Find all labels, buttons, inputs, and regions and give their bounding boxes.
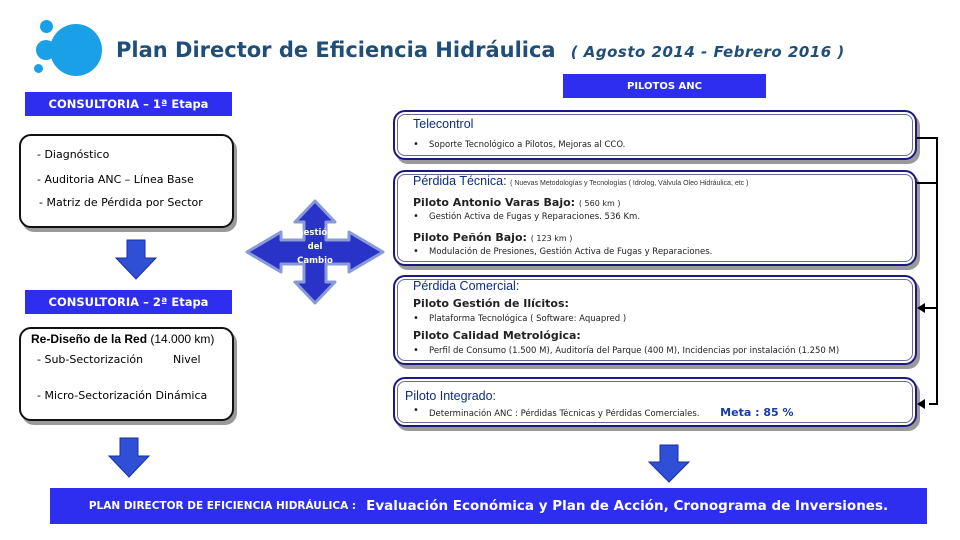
telecontrol-bullet: • Soporte Tecnológico a Pilotos, Mejoras al CCO. xyxy=(429,140,625,150)
logo-dot-large xyxy=(50,24,102,76)
pilot-gestion-ilicitos: Piloto Gestión de Ilícitos: xyxy=(413,297,569,310)
stage1-item-diagnostico: - Diagnóstico xyxy=(37,148,110,161)
arrow-down-right xyxy=(648,445,690,483)
pilot-antonio-varas xyxy=(413,196,620,209)
hub-label-line3: Cambio xyxy=(297,256,333,266)
pilot-calidad-metrologica: Piloto Calidad Metrológica: xyxy=(413,329,581,342)
stage2-box xyxy=(19,327,234,421)
stage2-heading-text: Re-Diseño de la Red xyxy=(31,332,148,346)
stage1-item-matriz: - Matriz de Pérdida por Sector xyxy=(39,196,203,209)
stage2-heading xyxy=(31,332,214,346)
hub-label xyxy=(285,226,345,268)
stage1-box xyxy=(19,134,234,228)
pilot-antonio-varas-km: ( 560 km ) xyxy=(578,199,621,208)
banner-text: Evaluación Económica y Plan de Acción, Cronograma de Inversiones. xyxy=(366,498,889,514)
pilot-penon-bajo-km: ( 123 km ) xyxy=(530,234,573,243)
pilot-gestion-ilicitos-bullet: • Plataforma Tecnológica ( Software: Aquapred ) xyxy=(429,314,626,324)
telecontrol-box xyxy=(393,110,917,160)
title-main: Plan Director de Eficiencia Hidráulica xyxy=(116,38,556,62)
perdida-comercial-title: Pérdida Comercial: xyxy=(413,279,520,293)
perdida-tecnica-note: ( Nuevas Metodologías y Tecnologías ( Idrolog, Válvula Oleo Hidráulica, etc ) xyxy=(510,180,749,187)
perdida-tecnica-box xyxy=(393,170,917,266)
logo-dot-tiny xyxy=(34,64,43,73)
piloto-integrado-bullet-text: Determinación ANC : Pérdidas Técnicas y Pérdidas Comerciales. xyxy=(429,409,700,419)
pilot-penon-bajo-bullet: • Modulación de Presiones, Gestión Activa de Fugas y Reparaciones. xyxy=(429,247,712,257)
perdida-comercial-box xyxy=(393,275,917,365)
stage1-header: CONSULTORIA – 1ª Etapa xyxy=(25,92,232,116)
stage2-heading-note: (14.000 km) xyxy=(150,332,215,346)
bottom-banner xyxy=(50,488,927,524)
piloto-integrado-bullet xyxy=(429,406,793,419)
stage1-item-auditoria: - Auditoria ANC – Línea Base xyxy=(37,173,194,186)
telecontrol-title: Telecontrol xyxy=(413,117,474,131)
stage2-header: CONSULTORIA – 2ª Etapa xyxy=(25,290,232,314)
pilotos-header: PILOTOS ANC xyxy=(563,74,766,98)
hub-label-line1: Gestión xyxy=(296,228,334,238)
hub-label-line2: del xyxy=(307,242,323,252)
pilot-penon-bajo-label: Piloto Peñón Bajo: xyxy=(413,231,527,244)
pilot-calidad-metrologica-bullet: • Perfil de Consumo (1.500 M), Auditoría del Parque (400 M), Incidencias por instalación (1.250 M) xyxy=(429,346,839,356)
arrow-down-stage xyxy=(115,240,157,280)
stage2-item-sub: - Sub-Sectorización xyxy=(37,353,144,366)
piloto-integrado-box xyxy=(393,377,917,427)
perdida-tecnica-title-text: Pérdida Técnica: xyxy=(413,174,507,188)
stage2-item-nivel: Nivel xyxy=(173,353,201,366)
pilot-antonio-varas-bullet: • Gestión Activa de Fugas y Reparaciones. 536 Km. xyxy=(429,212,640,222)
page-title xyxy=(116,38,845,62)
piloto-integrado-meta: Meta : 85 % xyxy=(720,406,794,419)
right-connector xyxy=(915,120,945,410)
arrow-down-left xyxy=(108,438,150,478)
title-period: ( Agosto 2014 - Febrero 2016 ) xyxy=(570,43,845,61)
pilot-antonio-varas-label: Piloto Antonio Varas Bajo: xyxy=(413,196,576,209)
logo-dot-medium xyxy=(36,40,56,60)
banner-label: PLAN DIRECTOR DE EFICIENCIA HIDRÁULICA : xyxy=(88,500,357,512)
stage2-item-micro: - Micro-Sectorización Dinámica xyxy=(37,389,208,402)
pilot-penon-bajo xyxy=(413,231,572,244)
perdida-tecnica-title xyxy=(413,174,748,188)
piloto-integrado-title: Piloto Integrado: xyxy=(405,389,497,403)
logo-dot-small xyxy=(40,20,53,33)
